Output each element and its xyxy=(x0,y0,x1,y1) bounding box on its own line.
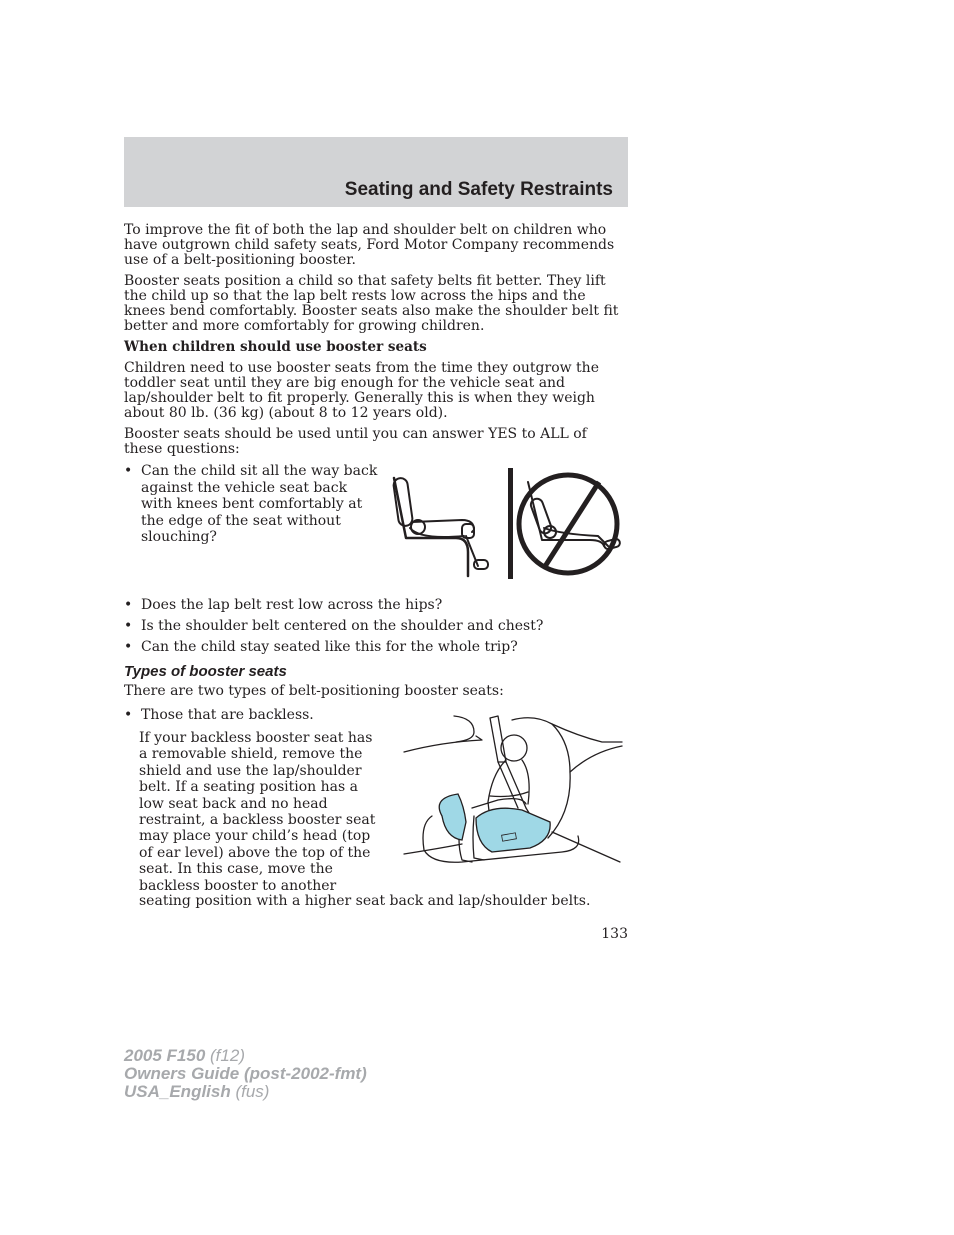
question-1 xyxy=(124,463,379,546)
type-backless-text: Those that are backless. xyxy=(141,707,314,723)
when-paragraph-1: Children need to use booster seats from the time they outgrow the toddler seat until they are big enough for the vehicle seat and lap/shoulder belt to fit properly. Generally this is when they weigh about 80 lb. (36 kg) (about 8 to 12 years old). xyxy=(124,360,599,421)
question-1-text: Can the child sit all the way back against the vehicle seat back with knees bent comfortably at the edge of the seat without slouching? xyxy=(141,463,378,545)
when-paragraph-2: Booster seats should be used until you can answer YES to ALL of these questions: xyxy=(124,426,587,457)
footer-guide: Owners Guide (post-2002-fmt) xyxy=(124,1064,367,1083)
divider-bar xyxy=(508,468,513,579)
footer-line-3 xyxy=(124,1083,367,1101)
intro-paragraph-1: To improve the fit of both the lap and shoulder belt on children who have outgrown child safety seats, Ford Motor Company recommends use of a belt-positioning booster. xyxy=(124,222,615,268)
prohibition-slash-icon xyxy=(544,482,599,568)
footer-model: 2005 F150 xyxy=(124,1046,206,1065)
bullet-icon: • xyxy=(124,639,133,655)
footer-language: USA_English xyxy=(124,1082,231,1101)
footer-language-code: (fus) xyxy=(230,1082,270,1101)
bullet-icon: • xyxy=(124,707,133,723)
when-heading: When children should use booster seats xyxy=(124,339,427,355)
question-4-text: Can the child stay seated like this for the whole trip? xyxy=(141,639,518,655)
bullet-icon: • xyxy=(124,463,133,479)
backless-booster-illustration xyxy=(402,712,626,874)
question-2-text: Does the lap belt rest low across the hips? xyxy=(141,597,443,613)
section-header-band xyxy=(124,137,628,207)
document-footer xyxy=(124,1047,367,1101)
backless-paragraph-tail-text: seating position with a higher seat back and lap/shoulder belts. xyxy=(139,893,591,909)
types-heading: Types of booster seats xyxy=(124,663,287,680)
footer-line-1 xyxy=(124,1047,367,1065)
type-backless xyxy=(124,707,424,724)
intro-block xyxy=(124,223,628,457)
question-3-text: Is the shoulder belt centered on the shoulder and chest? xyxy=(141,618,544,634)
prohibition-circle-icon xyxy=(519,475,617,573)
footer-model-code: (f12) xyxy=(205,1046,245,1065)
question-2 xyxy=(124,597,628,614)
bullet-icon: • xyxy=(124,597,133,613)
types-intro: There are two types of belt-positioning booster seats: xyxy=(124,683,504,699)
seat-posture-illustration xyxy=(390,466,628,581)
backless-paragraph-tail xyxy=(139,893,629,909)
section-title: Seating and Safety Restraints xyxy=(344,179,613,200)
types-block xyxy=(124,664,628,699)
footer-line-2 xyxy=(124,1065,367,1083)
bullet-icon: • xyxy=(124,618,133,634)
question-4 xyxy=(124,639,628,656)
intro-paragraph-2: Booster seats position a child so that safety belts fit better. They lift the child up so that the lap belt rests low across the hips and the knees bend comfortably. Booster seats also make the shoulder belt fit better and more comfortably for growing children. xyxy=(124,273,619,334)
backless-paragraph xyxy=(139,730,383,894)
page-number: 133 xyxy=(601,926,628,942)
backless-paragraph-text: If your backless booster seat has a removable shield, remove the shield and use the lap/shoulder belt. If a seating position has a low seat back and no head restraint, a backless booster seat may place your child’s head (top of ear level) above the top of the seat. In this case, move the backless booster to another xyxy=(139,730,376,894)
question-3 xyxy=(124,618,628,635)
